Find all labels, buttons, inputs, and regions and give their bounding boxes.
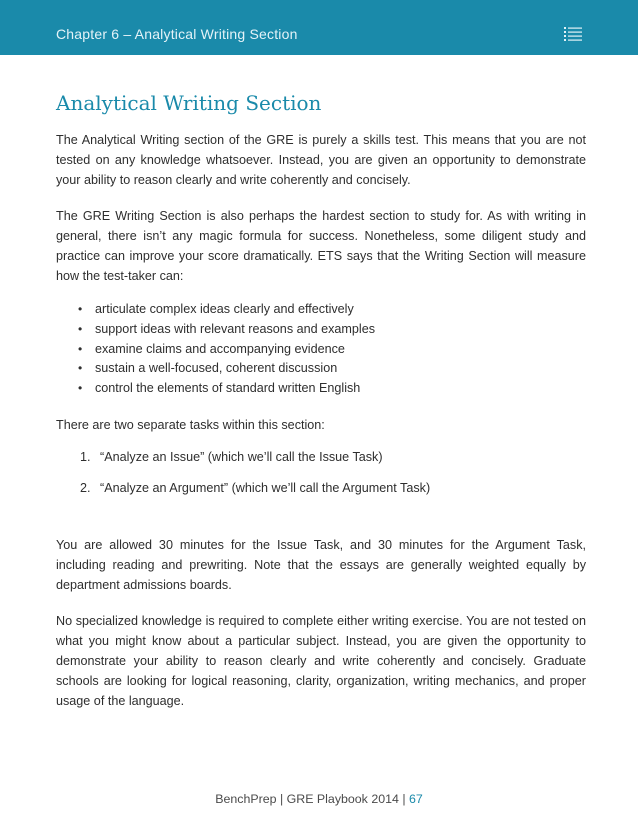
bullet-icon: • [78,341,83,356]
page-content [56,90,586,711]
tasks-list [56,447,586,498]
chapter-header [0,0,638,55]
list-item: • examine claims and accompanying evidence [78,340,586,360]
timing-paragraph: You are allowed 30 minutes for the Issue Task, and 30 minutes for the Argument Task, including reading and prewriting. Note that the essays are generally weighted equally by department admissions boards. [56,537,586,592]
list-item: 2. “Analyze an Argument” (which we’ll call the Argument Task) [80,480,431,495]
list-item: • articulate complex ideas clearly and effectively [78,300,586,320]
skills-list [56,300,586,399]
list-item: • sustain a well-focused, coherent discussion [78,359,586,379]
footer-text: BenchPrep | GRE Playbook 2014 | [215,792,409,806]
chapter-title: Chapter 6 – Analytical Writing Section [56,26,298,42]
difficulty-paragraph: The GRE Writing Section is also perhaps the hardest section to study for. As with writing in general, there isn’t any magic formula for success. Nonetheless, some diligent study and practice can improve your score dramatically. ETS says that the Writing Section will measure how the test-taker can: [56,209,586,283]
page-footer [0,792,638,806]
list-item: • control the elements of standard written English [78,379,586,399]
bullet-icon: • [78,302,83,316]
bullet-icon: • [78,381,83,396]
section-title: Analytical Writing Section [56,91,322,115]
list-icon[interactable] [564,27,582,41]
bullet-icon: • [78,321,83,336]
intro-paragraph: The Analytical Writing section of the GRE is purely a skills test. This means that you are not tested on any knowledge whatsoever. Instead, you are given an opportunity to demonstrate your ability to reason clearly and write coherently and concisely. [56,133,586,187]
knowledge-paragraph: No specialized knowledge is required to complete either writing exercise. You are not tested on what you might know about a particular subject. Instead, you are given the opportunity to demonstrate your ability to reason clearly and write coherently and concisely. Graduate schools are looking for logical reasoning, clarity, organization, writing mechanics, and proper usage of the language. [56,613,586,708]
bullet-icon: • [78,361,83,376]
tasks-intro: There are two separate tasks within this section: [56,417,325,432]
list-item: • support ideas with relevant reasons and examples [78,320,586,340]
list-item: 1. “Analyze an Issue” (which we’ll call the Issue Task) [80,449,383,464]
page-number: 67 [409,792,423,806]
